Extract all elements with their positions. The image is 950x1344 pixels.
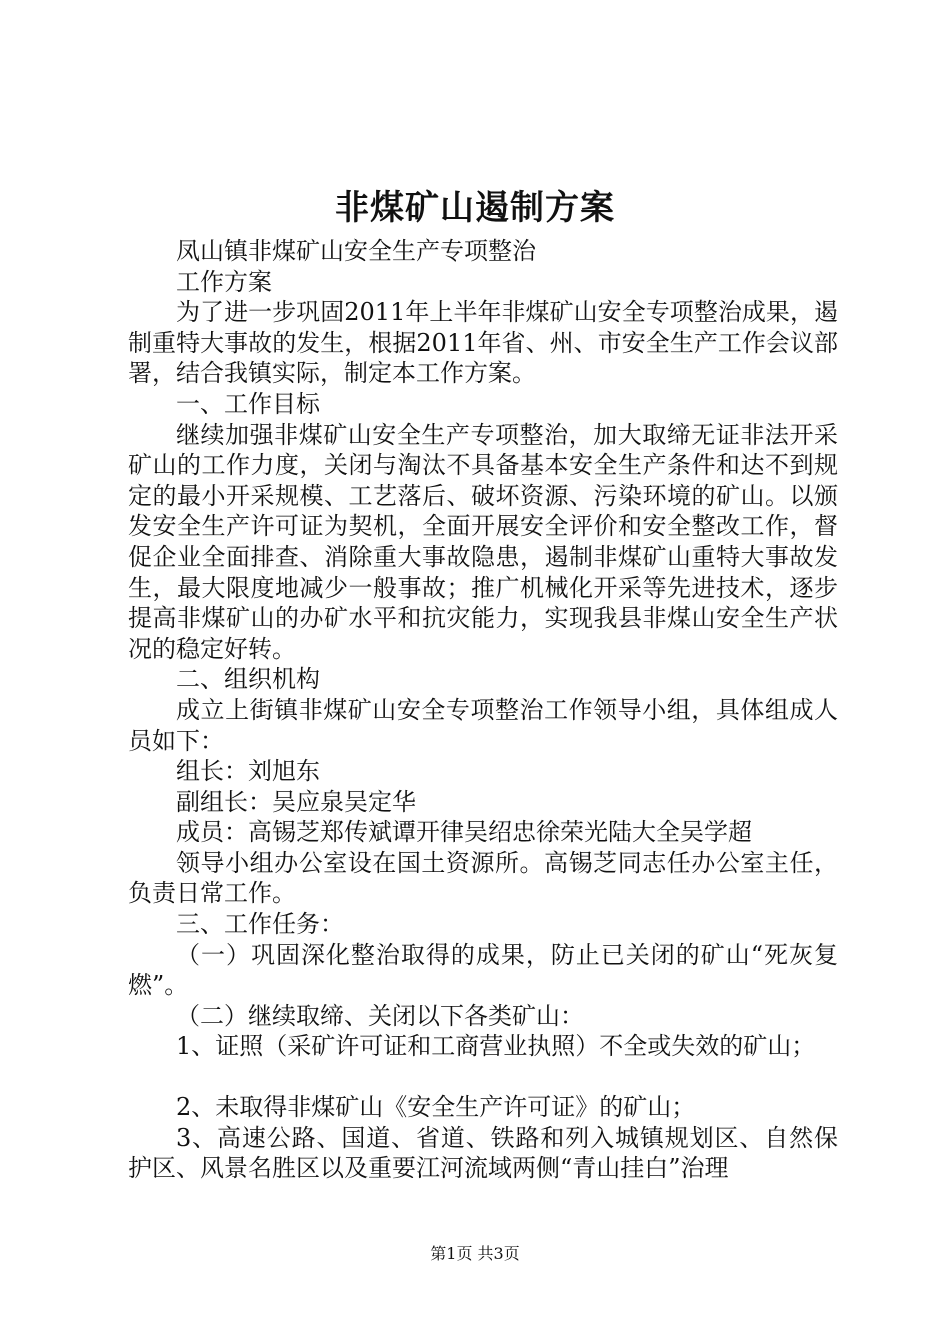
section-heading-goals: 一、工作目标 <box>176 389 320 418</box>
paragraph-subtitle-2: 工作方案 <box>176 267 272 296</box>
list-item-2: 2、未取得非煤矿山《安全生产许可证》的矿山； <box>176 1093 696 1122</box>
paragraph-goals: 继续加强非煤矿山安全生产专项整治，加大取缔无证非法开采矿山的工作力度，关闭与淘汰不具备基本安全生产条件和达不到规定的最小开采规模、工艺落后、破坏资源、污染环境的矿山。以颁发安全生产许可证为契机，全面开展安全评价和安全整改工作，督促企业全面排查、消除重大事故隐患，遏制非煤矿山重特大事故发生，最大限度地减少一般事故；推广机械化开采等先进技术，逐步提高非煤矿山的办矿水平和抗灾能力，实现我县非煤山安全生产状况的稳定好转。 <box>128 420 838 663</box>
paragraph-subtitle-1: 凤山镇非煤矿山安全生产专项整治 <box>176 237 536 265</box>
paragraph-deputy-leader: 副组长：吴应泉吴定华 <box>176 787 416 816</box>
document-title: 非煤矿山遏制方案 <box>335 188 615 228</box>
paragraph-organization: 成立上街镇非煤矿山安全专项整治工作领导小组，具体组成人员如下： <box>128 695 838 755</box>
paragraph-intro: 为了进一步巩固2011年上半年非煤矿山安全专项整治成果，遏制重特大事故的发生，根据2011年省、州、市安全生产工作会议部署，结合我镇实际，制定本工作方案。 <box>128 298 838 388</box>
document-body <box>128 236 838 1184</box>
paragraph-office: 领导小组办公室设在国土资源所。高锡芝同志任办公室主任，负责日常工作。 <box>128 848 838 908</box>
section-heading-organization: 二、组织机构 <box>176 665 320 694</box>
list-item-1: 1、证照（采矿许可证和工商营业执照）不全或失效的矿山； <box>176 1032 816 1061</box>
paragraph-task-1: （一）巩固深化整治取得的成果，防止已关闭的矿山“死灰复燃”。 <box>128 940 838 1000</box>
section-heading-tasks: 三、工作任务： <box>176 910 344 939</box>
page-footer: 第1页 共3页 <box>430 1244 520 1263</box>
paragraph-task-2: （二）继续取缔、关闭以下各类矿山： <box>176 1001 584 1030</box>
list-item-3: 3、高速公路、国道、省道、铁路和列入城镇规划区、自然保护区、风景名胜区以及重要江河流域两侧“青山挂白”治理 <box>128 1123 838 1183</box>
paragraph-leader: 组长：刘旭东 <box>176 757 320 786</box>
paragraph-members: 成员：高锡芝郑传斌谭开律吴绍忠徐荣光陆大全吴学超 <box>176 818 752 847</box>
